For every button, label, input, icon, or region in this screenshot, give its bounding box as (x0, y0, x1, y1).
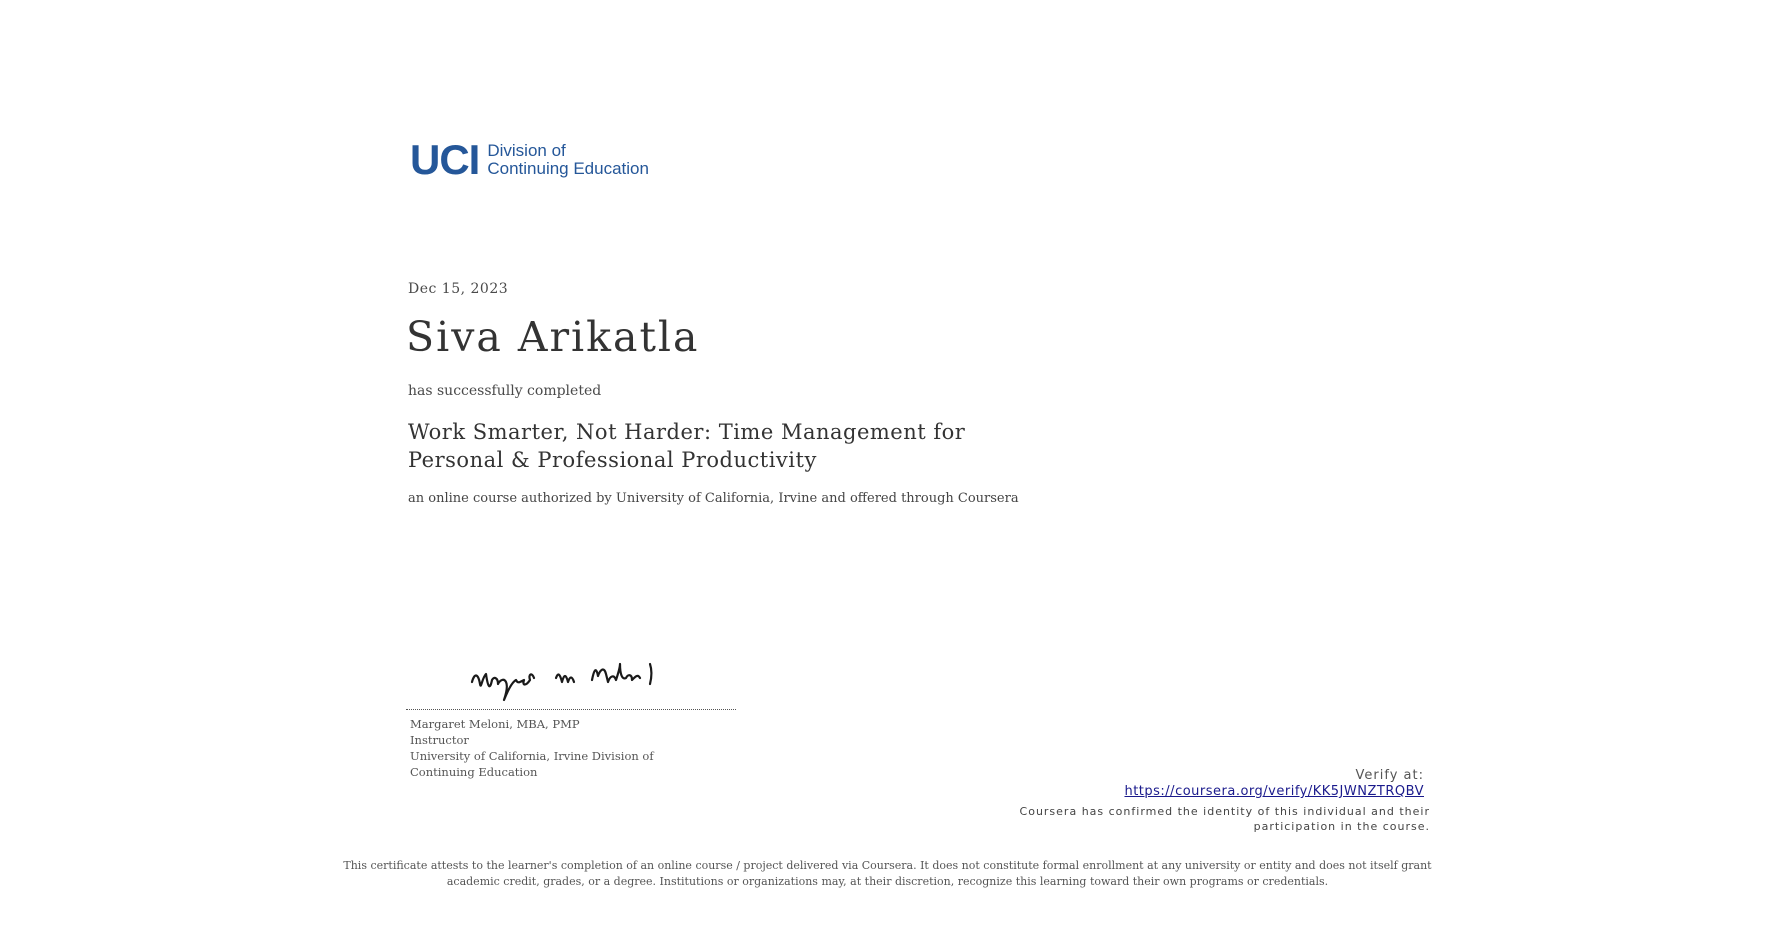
verify-block (1124, 768, 1424, 800)
verify-link[interactable]: https://coursera.org/verify/KK5JWNZTRQBV (1124, 784, 1424, 799)
identity-confirmation: Coursera has confirmed the identity of this individual and their participation in the course. (1019, 805, 1430, 833)
certificate-disclaimer: This certificate attests to the learner's completion of an online course / project delivered via Coursera. It does not constitute formal enrollment at any university or entity and does not itself grant academic credit, grades, or a degree. Institutions or organizations may, at their discretion, recognize this learning toward their own programs or credentials. (343, 859, 1432, 888)
recipient-name: Siva Arikatla (406, 313, 700, 361)
verify-label: Verify at: (1355, 768, 1424, 783)
signer-name: Margaret Meloni, MBA, PMP (410, 717, 580, 731)
signer-block (410, 716, 700, 780)
logo-text (487, 142, 649, 178)
course-description: an online course authorized by University of California, Irvine and offered through Coursera (408, 491, 1019, 506)
instructor-signature (468, 660, 678, 706)
logo-line-2: Continuing Education (487, 159, 649, 178)
certificate-date: Dec 15, 2023 (408, 281, 509, 297)
course-title: Work Smarter, Not Harder: Time Management for Personal & Professional Productivity (408, 420, 966, 472)
signer-title: Instructor (410, 733, 469, 747)
signature-line (406, 709, 736, 710)
completion-statement: has successfully completed (408, 383, 602, 399)
signer-organization: University of California, Irvine Division of Continuing Education (410, 749, 654, 779)
logo-line-1: Division of (487, 141, 566, 160)
uci-dce-logo (410, 136, 649, 183)
logo-mark: UCI (410, 136, 480, 183)
